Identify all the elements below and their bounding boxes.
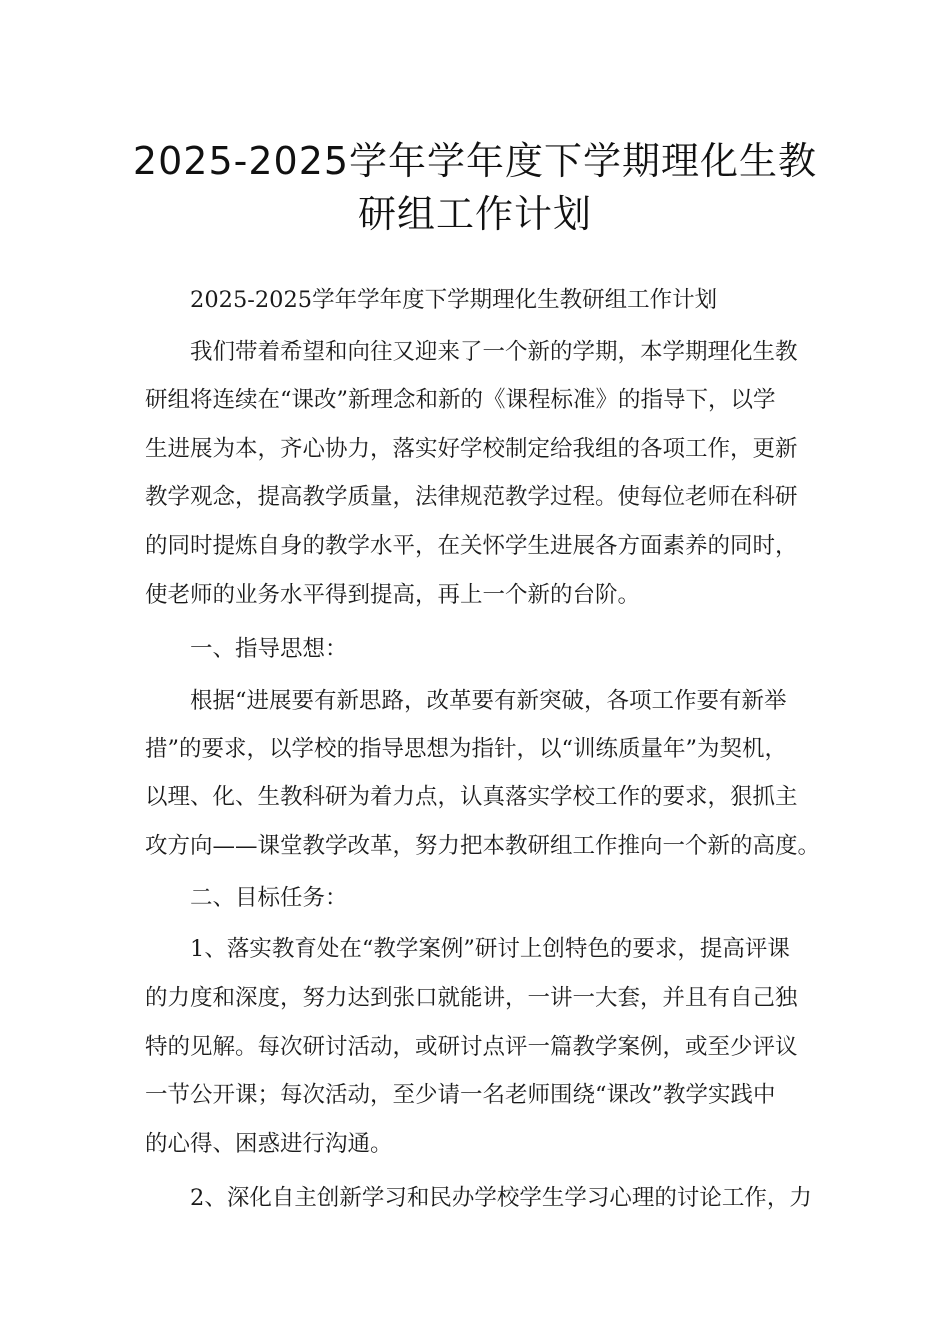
body-text-line: 2、深化自主创新学习和民办学校学生学习心理的讨论工作，力 [190,1185,812,1211]
body-text-line: 1、落实教育处在“教学案例”研讨上创特色的要求，提高评课 [190,936,790,962]
body-text-line: 根据“进展要有新思路，改革要有新突破，各项工作要有新举 [190,688,787,714]
body-text-line: 措”的要求，以学校的指导思想为指针，以“训练质量年”为契机， [145,736,788,762]
subtitle-line: 2025-2025学年学年度下学期理化生教研组工作计划 [190,287,718,313]
body-text-line: 研组将连续在“课改”新理念和新的《课程标准》的指导下，以学 [145,387,776,413]
document-title-line-2: 研组工作计划 [357,192,592,236]
section-heading: 二、目标任务： [190,885,348,911]
body-text-line: 使老师的业务水平得到提高，再上一个新的台阶。 [145,582,641,608]
body-text-line: 教学观念，提高教学质量，法律规范教学过程。使每位老师在科研 [145,484,798,510]
body-text-line: 的同时提炼自身的教学水平，在关怀学生进展各方面素养的同时， [145,533,798,559]
body-text-line: 的力度和深度，努力达到张口就能讲，一讲一大套，并且有自己独 [145,985,798,1011]
body-text-line: 我们带着希望和向往又迎来了一个新的学期，本学期理化生教 [190,339,798,365]
body-text-line: 一节公开课；每次活动，至少请一名老师围绕“课改”教学实践中 [145,1082,776,1108]
body-text-line: 以理、化、生教科研为着力点，认真落实学校工作的要求，狠抓主 [145,784,798,810]
body-text-line: 的心得、困惑进行沟通。 [145,1131,393,1157]
section-heading: 一、指导思想： [190,636,348,662]
body-text-line: 生进展为本，齐心协力，落实好学校制定给我组的各项工作，更新 [145,436,798,462]
body-text-line: 攻方向——课堂教学改革，努力把本教研组工作推向一个新的高度。 [145,833,821,859]
body-text-line: 特的见解。每次研讨活动，或研讨点评一篇教学案例，或至少评议 [145,1034,798,1060]
document-title-line-1: 2025-2025学年学年度下学期理化生教 [132,139,818,183]
